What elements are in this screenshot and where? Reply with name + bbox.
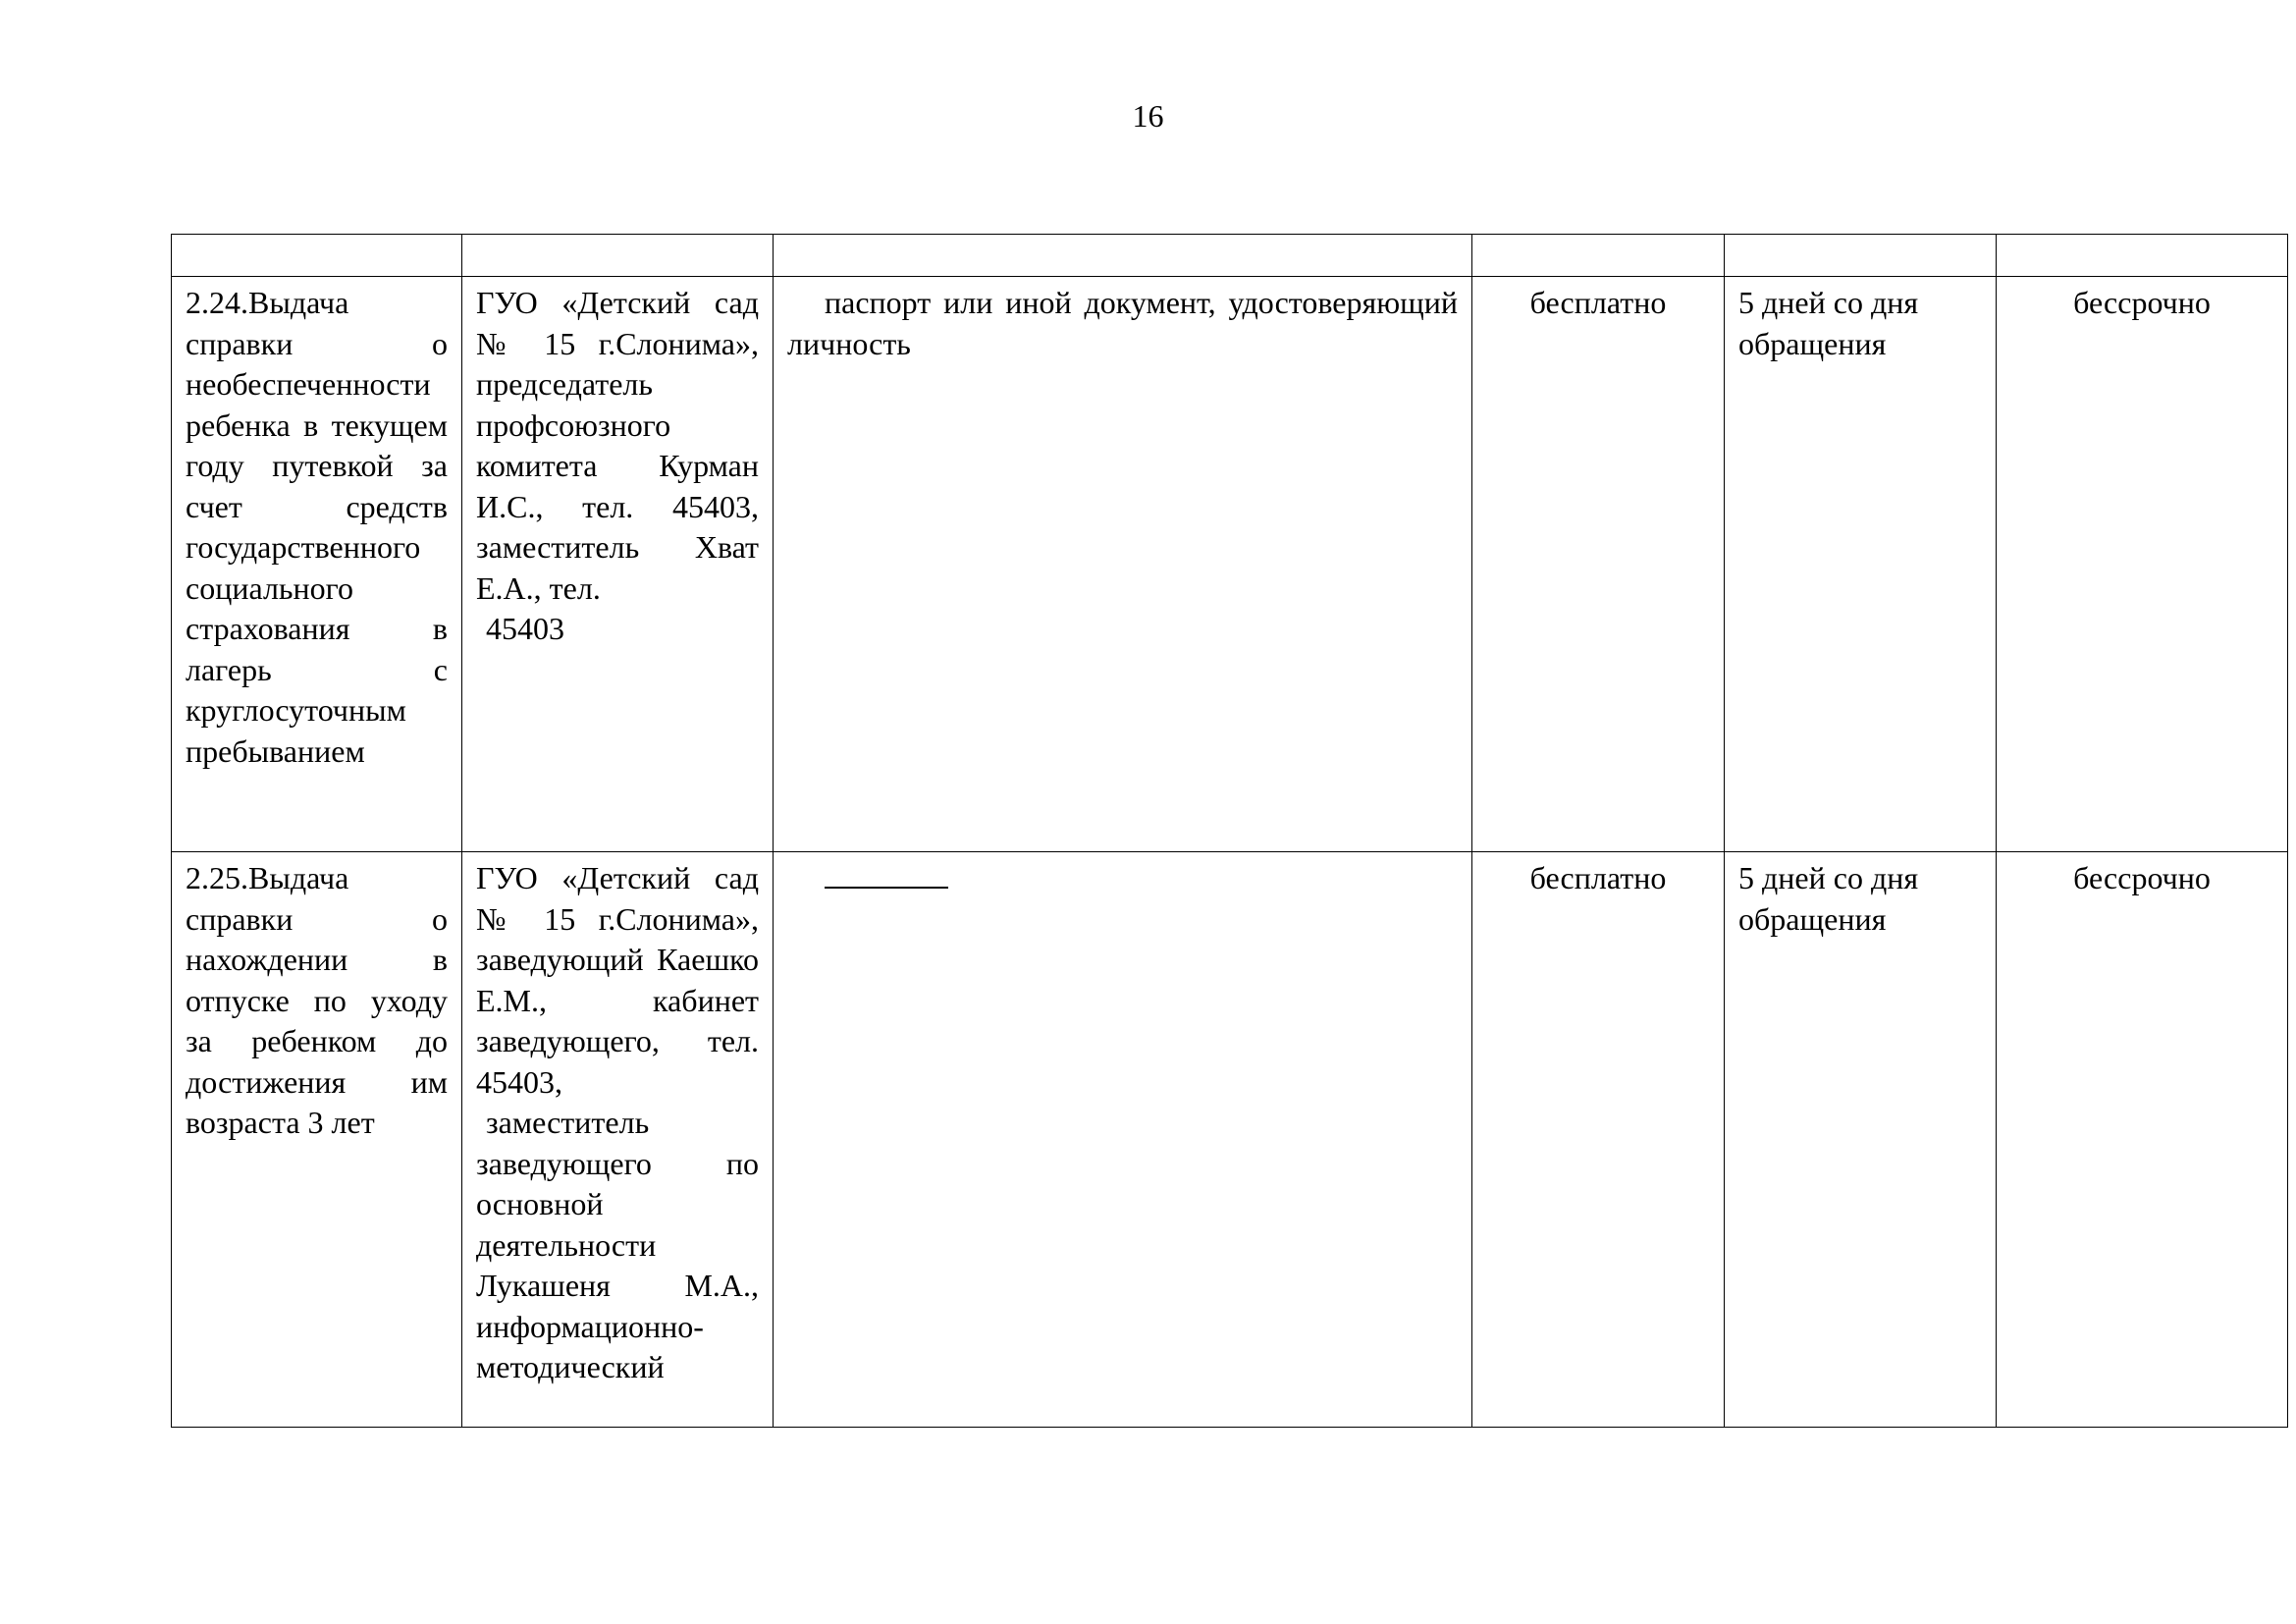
procedure-cell: 2.24.Выдача справки о необеспеченности ребенка в текущем году путевкой за счет средств государственного социального страхования в лагерь с круглосуточным пребыванием <box>172 277 462 852</box>
term-cell: 5 дней со дня обращения <box>1725 852 1997 1428</box>
responsible-text: заместитель заведующего по основной деятельности Лукашеня М.А., информационно-методический <box>476 1105 759 1384</box>
validity-cell: бессрочно <box>1997 852 2288 1428</box>
header-cell <box>1472 235 1725 277</box>
header-cell <box>172 235 462 277</box>
procedure-cell: 2.25.Выдача справки о нахождении в отпуске по уходу за ребенком до достижения им возраста 3 лет <box>172 852 462 1428</box>
responsible-text: ГУО «Детский сад № 15 г.Слонима», председатель профсоюзного комитета Курман И.С., тел. 45403, заместитель Хват Е.А., тел. <box>476 285 759 606</box>
header-cell <box>462 235 774 277</box>
fee-cell: бесплатно <box>1472 277 1725 852</box>
documents-cell <box>774 852 1472 1428</box>
table-row <box>172 277 2288 852</box>
table-row <box>172 852 2288 1428</box>
header-cell <box>774 235 1472 277</box>
documents-cell: паспорт или иной документ, удостоверяющий личность <box>774 277 1472 852</box>
page-number: 16 <box>1132 98 1164 134</box>
responsible-cell <box>462 852 774 1428</box>
services-table <box>171 234 2288 1428</box>
table-header-row <box>172 235 2288 277</box>
term-cell: 5 дней со дня обращения <box>1725 277 1997 852</box>
header-cell <box>1725 235 1997 277</box>
responsible-text: ГУО «Детский сад № 15 г.Слонима», заведующий Каешко Е.М., кабинет заведующего, тел. 45403, <box>476 860 759 1100</box>
responsible-text: 45403 <box>486 611 564 646</box>
header-cell <box>1997 235 2288 277</box>
validity-cell: бессрочно <box>1997 277 2288 852</box>
responsible-cell <box>462 277 774 852</box>
fee-cell: бесплатно <box>1472 852 1725 1428</box>
empty-dash <box>825 861 948 889</box>
